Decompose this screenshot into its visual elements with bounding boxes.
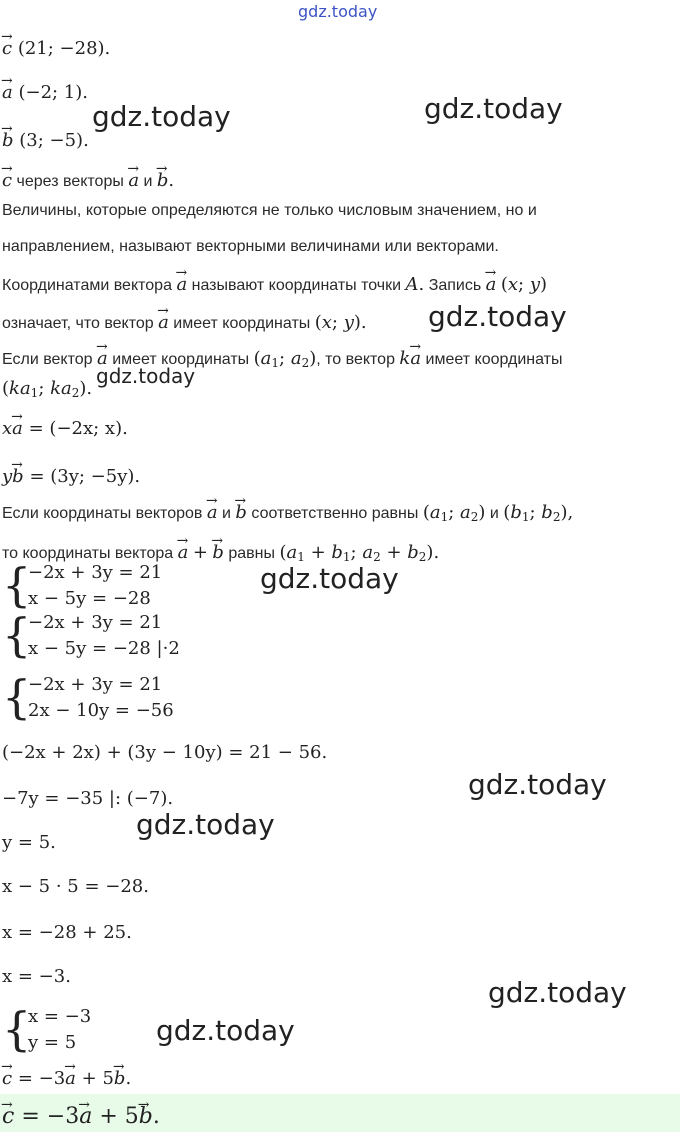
watermark: gdz.today [468,768,607,801]
line-b-coords: → b (3; −5). [2,124,89,152]
eq-x: x = −3. [2,966,71,987]
sum-rule-2: то координаты вектора → a + → b равны ($a_1 + b_1$; $a_2 + b_2$). [2,536,439,568]
line-a-coords: → a (−2; 1). [2,76,88,104]
eq-divide: −7y = −35 |: (−7). [2,788,174,809]
eq-x-step: x = −28 + 25. [2,922,132,943]
definition-line-2: направлением, называют векторными величинами или векторами. [2,238,499,255]
eq-yb: y→ b = (3y; −5y). [2,460,140,488]
eq-answer: → c = −3→ a + 5→ b. [2,1062,131,1090]
eq-xa: x→ a = (−2x; x). [2,412,128,440]
brace: { [2,558,32,612]
watermark: gdz.today [92,100,231,133]
watermark: gdz.today [260,562,399,595]
watermark: gdz.today [96,364,196,388]
definition-line-1: Величины, которые определяются не только числовым значением, но и [2,202,537,219]
multiplication-rule-1: Если вектор → a имеет координаты ($a_1$; $a_2$), то вектор k→ a имеет координаты [2,342,563,374]
watermark: gdz.today [424,92,563,125]
coord-definition-1: Координатами вектора → a называют координаты точки A. Запись → a (x; y) [2,268,547,297]
multiplication-rule-2: ($ka_1$; $ka_2$). [2,378,93,400]
watermark: gdz.today [428,300,567,333]
line-express: → c через векторы → a и → b. [2,164,174,193]
coord-definition-2: означает, что вектор → a имеет координаты (x; y). [2,306,367,335]
watermark-top: gdz.today [298,2,378,21]
watermark: gdz.today [488,976,627,1009]
line-c-coords: → c (21; −28). [2,32,110,60]
brace: { [2,608,32,662]
answer-box [0,1094,680,1132]
eq-sum: (−2x + 2x) + (3y − 10y) = 21 − 56. [2,742,328,763]
sum-rule-1: Если координаты векторов → a и → b соответственно равны ($a_1$; $a_2$) и ($b_1$; $b_2$), [2,496,573,528]
eq-y: y = 5. [2,832,56,853]
brace: { [2,1002,32,1056]
watermark: gdz.today [156,1014,295,1047]
final-answer: → c = −3→ a + 5→ b. [2,1100,160,1128]
brace: { [2,670,32,724]
eq-substitute: x − 5 · 5 = −28. [2,876,149,897]
watermark: gdz.today [136,808,275,841]
